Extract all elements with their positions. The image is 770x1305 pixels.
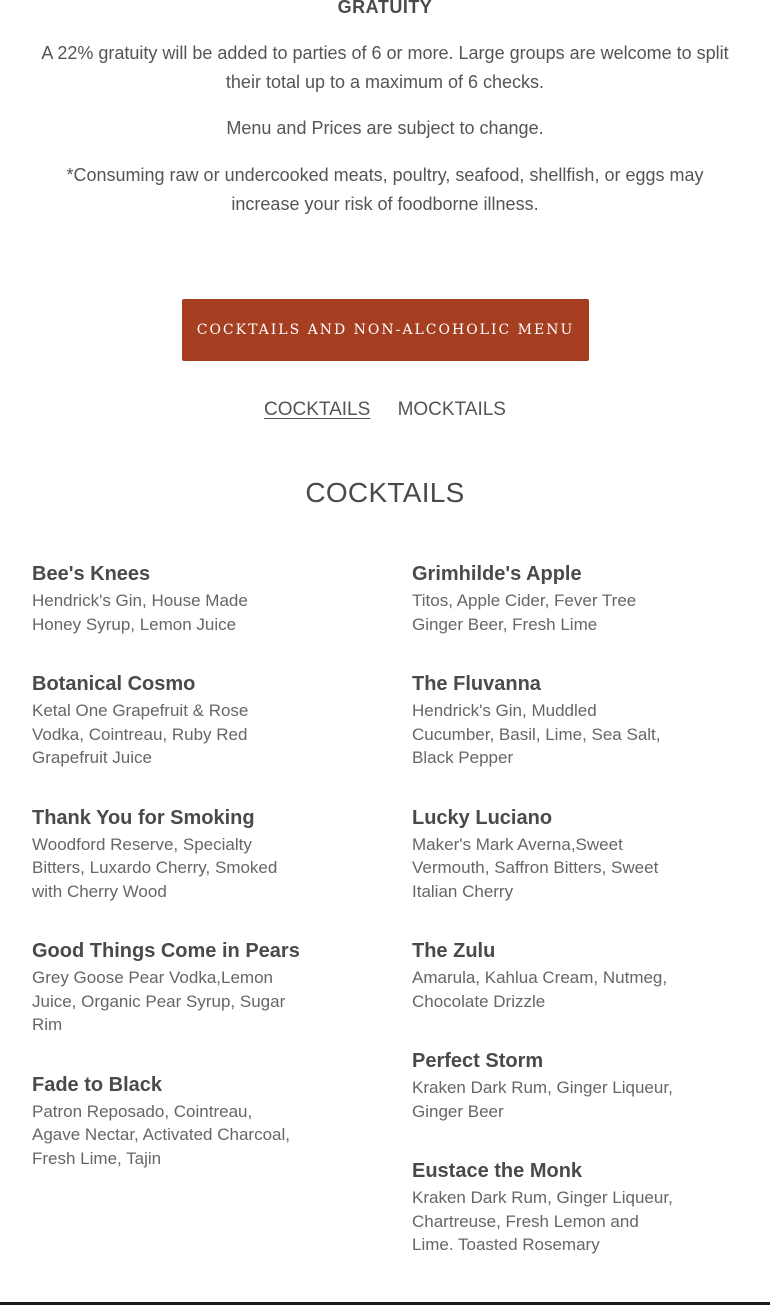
menu-item-name: Grimhilde's Apple	[412, 563, 582, 585]
menu-item	[32, 804, 332, 904]
menu-item-description: Kraken Dark Rum, Ginger Liqueur, Chartreuse, Fresh Lemon and Lime. Toasted Rosemary	[412, 1188, 673, 1254]
gratuity-heading: GRATUITY	[337, 0, 433, 17]
prices-note: Menu and Prices are subject to change.	[226, 118, 544, 138]
menu-item	[32, 670, 332, 770]
menu-item	[412, 804, 712, 904]
gratuity-note: A 22% gratuity will be added to parties of 6 or more. Large groups are welcome to split their total up to a maximum of 6 checks.	[41, 43, 729, 92]
menu-item	[412, 937, 712, 1013]
menu-item-description: Ketal One Grapefruit & Rose Vodka, Cointreau, Ruby Red Grapefruit Juice	[32, 701, 249, 767]
tab-mocktails[interactable]: MOCKTAILS	[397, 399, 506, 420]
tab-cocktails[interactable]: COCKTAILS	[264, 399, 371, 420]
menu-item	[32, 937, 332, 1037]
menu-item	[412, 670, 712, 770]
menu-item-name: The Fluvanna	[412, 673, 541, 695]
menu-item	[32, 560, 332, 636]
menu-item-name: Good Things Come in Pears	[32, 940, 300, 962]
menu-item-description: Patron Reposado, Cointreau, Agave Nectar, Activated Charcoal, Fresh Lime, Tajin	[32, 1101, 290, 1168]
menu-item	[412, 1157, 712, 1257]
menu-item-name: The Zulu	[412, 940, 496, 962]
menu-item-name: Thank You for Smoking	[32, 806, 255, 829]
menu-item	[412, 560, 712, 636]
menu-tabs	[0, 396, 770, 424]
menu-item-name: Eustace the Monk	[412, 1160, 583, 1182]
menu-item	[32, 1071, 332, 1171]
menu-item-description: Maker's Mark Averna,Sweet Vermouth, Saffron Bitters, Sweet Italian Cherry	[412, 834, 659, 901]
menu-item	[412, 1047, 712, 1123]
cocktail-column-right	[412, 560, 712, 1291]
section-title: COCKTAILS	[305, 477, 465, 508]
menu-item-description: Hendrick's Gin, Muddled Cucumber, Basil, Lime, Sea Salt, Black Pepper	[412, 701, 661, 767]
cocktail-column-left	[32, 560, 332, 1204]
menu-item-description: Hendrick's Gin, House Made Honey Syrup, Lemon Juice	[32, 591, 248, 634]
menu-item-name: Perfect Storm	[412, 1050, 544, 1072]
menu-item-description: Kraken Dark Rum, Ginger Liqueur, Ginger Beer	[412, 1078, 673, 1121]
menu-item-description: Amarula, Kahlua Cream, Nutmeg, Chocolate Drizzle	[412, 968, 668, 1011]
menu-item-name: Fade to Black	[32, 1073, 163, 1096]
menu-item-description: Titos, Apple Cider, Fever Tree Ginger Beer, Fresh Lime	[412, 591, 637, 634]
menu-item-name: Botanical Cosmo	[32, 673, 196, 695]
menu-item-description: Grey Goose Pear Vodka,Lemon Juice, Organic Pear Syrup, Sugar Rim	[32, 968, 286, 1034]
menu-item-name: Bee's Knees	[32, 563, 151, 585]
menu-item-description: Woodford Reserve, Specialty Bitters, Luxardo Cherry, Smoked with Cherry Wood	[32, 834, 278, 901]
cocktails-menu-button[interactable]: COCKTAILS AND NON-ALCOHOLIC MENU	[182, 299, 589, 361]
raw-food-warning: *Consuming raw or undercooked meats, poultry, seafood, shellfish, or eggs may increase your risk of foodborne illness.	[66, 165, 704, 214]
menu-item-name: Lucky Luciano	[412, 806, 553, 829]
